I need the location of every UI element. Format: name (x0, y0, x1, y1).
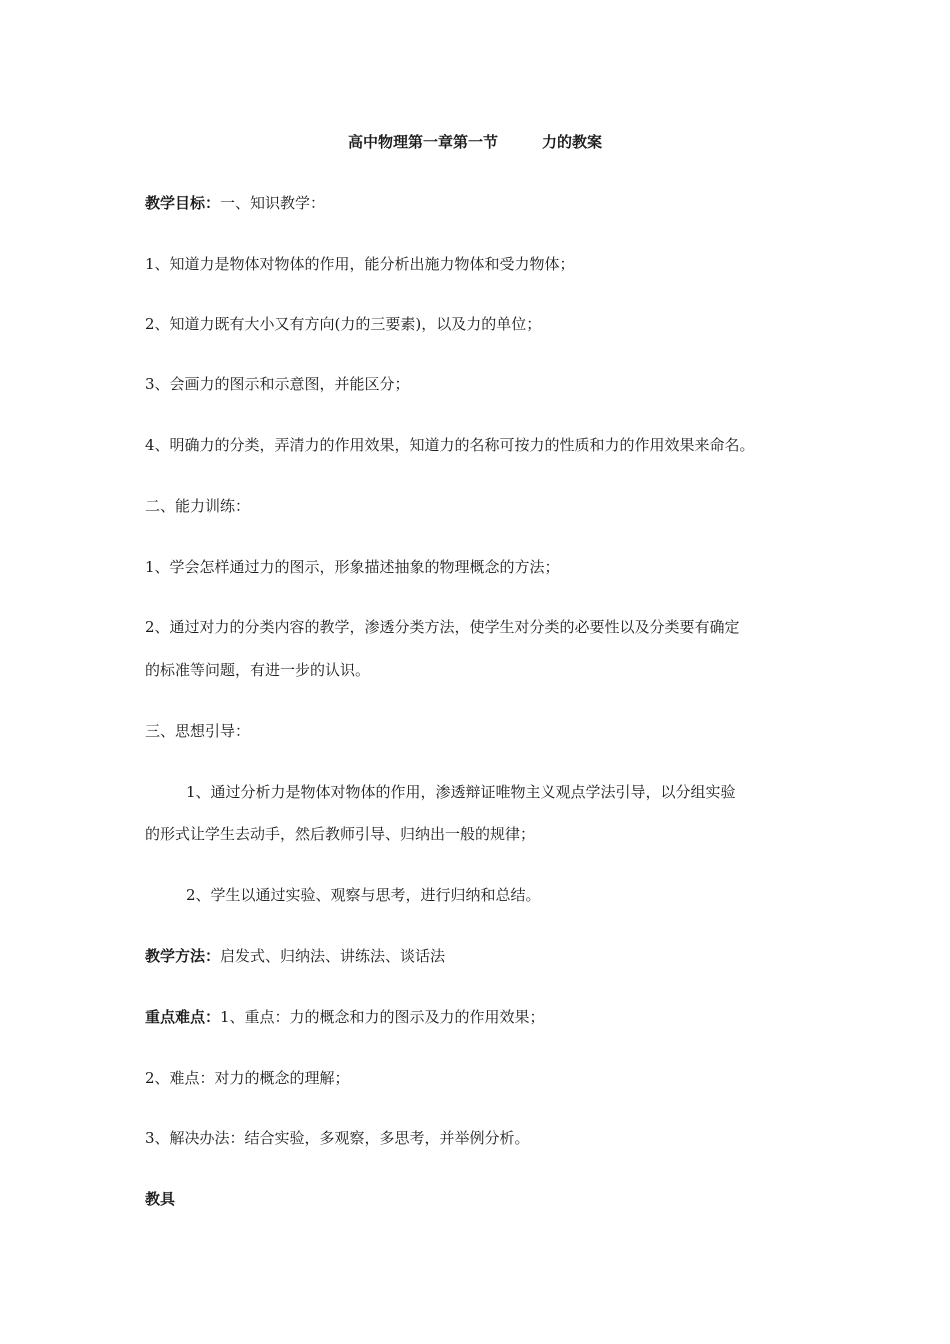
thought-item-2: 2、学生以通过实验、观察与思考，进行归纳和总结。 (186, 886, 541, 904)
thought-item-1: 1、通过分析力是物体对物体的作用，渗透辩证唯物主义观点学法引导，以分组实验 (186, 783, 736, 801)
tools-heading: 教具 (145, 1190, 176, 1208)
ability-item-2: 2、通过对力的分类内容的教学，渗透分类方法，使学生对分类的必要性以及分类要有确定 (145, 618, 740, 636)
key-points-label: 重点难点： (145, 1008, 221, 1026)
ability-item-2-cont: 的标准等问题，有进一步的认识。 (145, 661, 371, 679)
objectives-label: 教学目标： (145, 194, 221, 212)
thought-item-1-cont: 的形式让学生去动手，然后教师引导、归纳出一般的规律； (145, 825, 536, 843)
title-part-2: 力的教案 (542, 133, 603, 151)
solution-line: 3、解决办法：结合实验，多观察，多思考，并举例分析。 (145, 1129, 530, 1147)
methods-label: 教学方法： (145, 947, 221, 965)
ability-item-1: 1、学会怎样通过力的图示，形象描述抽象的物理概念的方法； (145, 558, 560, 576)
methods-text: 启发式、归纳法、讲练法、谈话法 (220, 947, 446, 965)
objectives-intro: 一、知识教学： (220, 194, 326, 212)
difficulty-line: 2、难点：对力的概念的理解； (145, 1069, 350, 1087)
knowledge-item-1: 1、知道力是物体对物体的作用，能分析出施力物体和受力物体； (145, 255, 575, 273)
key-points-line (145, 1007, 545, 1027)
knowledge-item-4: 4、明确力的分类，弄清力的作用效果，知道力的名称可按力的性质和力的作用效果来命名。 (145, 436, 755, 454)
title-part-1: 高中物理第一章第一节 (347, 133, 498, 151)
ability-heading: 二、能力训练： (145, 497, 251, 515)
objectives-line (145, 193, 325, 213)
knowledge-item-3: 3、会画力的图示和示意图，并能区分； (145, 375, 410, 393)
knowledge-item-2: 2、知道力既有大小又有方向(力的三要素)，以及力的单位； (145, 315, 542, 333)
methods-line (145, 946, 445, 966)
thought-heading: 三、思想引导： (145, 722, 251, 740)
page-title (0, 132, 950, 152)
key-points-text: 1、重点：力的概念和力的图示及力的作用效果； (220, 1008, 545, 1026)
